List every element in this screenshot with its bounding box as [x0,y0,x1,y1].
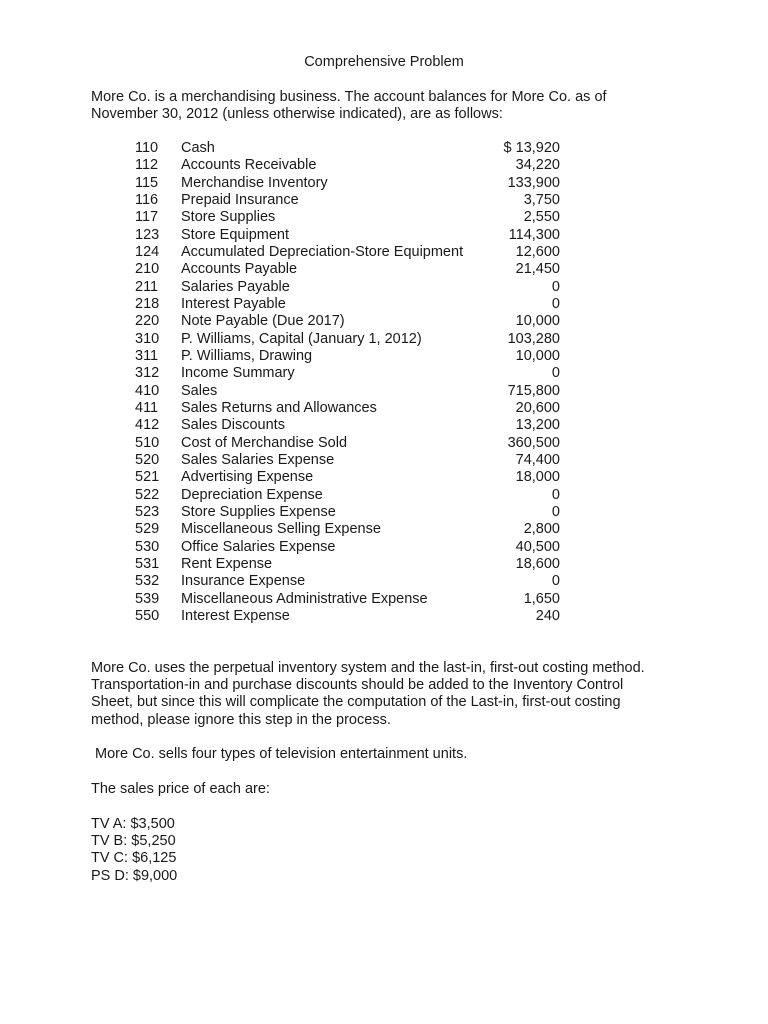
account-row [0,521,768,538]
account-row [0,435,768,452]
account-balance: 40,500 [515,538,560,555]
inventory-method-line: method, please ignore this step in the process. [91,711,391,728]
account-balance: 360,500 [507,434,560,451]
account-balance: 240 [535,607,560,624]
account-name: Depreciation Expense [181,486,323,503]
price-item: TV C: $6,125 [91,850,177,867]
account-name: Miscellaneous Selling Expense [181,521,381,538]
account-balance: 0 [551,278,560,295]
account-number: 116 [135,191,159,208]
account-balance: 10,000 [515,347,560,364]
account-balance: 2,800 [523,521,560,538]
account-balance: 0 [551,573,560,590]
account-balance: 715,800 [507,382,560,399]
account-row [0,296,768,313]
account-number: 522 [135,486,160,503]
account-name: Sales Discounts [181,417,285,434]
account-name: Advertising Expense [181,469,314,486]
account-number: 510 [135,434,160,451]
account-balance: 18,600 [515,555,560,572]
account-name: Miscellaneous Administrative Expense [181,590,428,607]
account-number: 529 [135,521,160,538]
account-balance: $ 13,920 [503,140,560,156]
account-balance: 13,200 [515,417,560,434]
account-balance: 34,220 [515,157,560,174]
account-balance: 18,000 [515,469,560,486]
account-balance: 20,600 [515,399,560,416]
account-number: 124 [135,243,160,260]
account-row [0,417,768,434]
account-name: Note Payable (Due 2017) [181,313,345,330]
account-balance: 74,400 [515,451,560,468]
account-name: Income Summary [181,365,295,382]
account-row [0,504,768,521]
account-balance: 133,900 [507,174,560,191]
account-name: Rent Expense [181,555,273,572]
sales-price-list [91,816,177,885]
account-name: Accounts Payable [181,261,298,278]
account-balance: 0 [551,486,560,503]
account-name: Interest Payable [181,295,286,312]
account-name: Insurance Expense [181,573,306,590]
price-item: PS D: $9,000 [91,867,178,884]
intro-paragraph [91,89,691,123]
account-name: Store Equipment [181,226,290,243]
account-number: 532 [135,573,160,590]
page-title: Comprehensive Problem [304,54,464,70]
account-row [0,140,768,157]
intro-line: November 30, 2012 (unless otherwise indicated), are as follows: [91,106,503,123]
account-balances-list [0,140,768,625]
account-name: Prepaid Insurance [181,191,299,208]
account-name: P. Williams, Capital (January 1, 2012) [181,330,422,347]
account-balance: 103,280 [507,330,560,347]
account-balance: 3,750 [523,191,560,208]
account-number: 411 [135,399,159,416]
intro-line: More Co. is a merchandising business. The account balances for More Co. as of [91,89,607,105]
account-name: Sales [181,382,218,399]
account-name: Interest Expense [181,607,290,624]
inventory-method-line: More Co. uses the perpetual inventory system and the last-in, first-out costing method. [91,660,645,676]
account-balance: 0 [551,365,560,382]
account-row [0,539,768,556]
account-row [0,313,768,330]
account-number: 117 [135,209,159,226]
account-number: 531 [135,555,160,572]
account-balance: 0 [551,503,560,520]
account-number: 530 [135,538,160,555]
account-number: 210 [135,261,160,278]
account-row [0,608,768,625]
inventory-method-paragraph [91,660,691,729]
account-balance: 21,450 [515,261,560,278]
account-row [0,279,768,296]
account-name: Cash [181,140,215,156]
account-name: Accumulated Depreciation-Store Equipment [181,243,464,260]
account-number: 523 [135,503,160,520]
sales-price-heading: The sales price of each are: [91,781,270,797]
account-number: 539 [135,590,160,607]
account-number: 312 [135,365,160,382]
account-row [0,157,768,174]
account-number: 115 [135,174,159,191]
account-row [0,591,768,608]
account-number: 311 [135,347,159,364]
inventory-method-line: Transportation-in and purchase discounts should be added to the Inventory Control [91,677,624,694]
account-number: 412 [135,417,160,434]
account-balance: 2,550 [523,209,560,226]
account-number: 521 [135,469,160,486]
account-number: 110 [135,140,159,156]
account-row [0,175,768,192]
account-name: P. Williams, Drawing [181,347,313,364]
account-number: 218 [135,295,160,312]
account-number: 112 [135,157,159,174]
account-row [0,573,768,590]
account-row [0,452,768,469]
account-name: Accounts Receivable [181,157,317,174]
account-balance: 1,650 [523,590,560,607]
account-row [0,227,768,244]
account-balance: 114,300 [508,226,560,243]
account-row [0,244,768,261]
account-number: 410 [135,382,160,399]
product-types-sentence: More Co. sells four types of television entertainment units. [95,746,468,762]
account-row [0,348,768,365]
account-number: 211 [135,278,159,295]
account-name: Sales Returns and Allowances [181,399,377,416]
account-name: Salaries Payable [181,278,290,295]
inventory-method-line: Sheet, but since this will complicate the computation of the Last-in, first-out costing [91,694,621,711]
price-item: TV B: $5,250 [91,833,176,850]
account-row [0,209,768,226]
account-name: Store Supplies Expense [181,503,336,520]
account-number: 520 [135,451,160,468]
account-row [0,261,768,278]
account-row [0,487,768,504]
account-name: Store Supplies [181,209,276,226]
account-row [0,331,768,348]
account-number: 550 [135,607,160,624]
account-balance: 10,000 [515,313,560,330]
account-name: Merchandise Inventory [181,174,328,191]
account-number: 220 [135,313,160,330]
account-number: 310 [135,330,160,347]
account-name: Cost of Merchandise Sold [181,434,348,451]
account-name: Sales Salaries Expense [181,451,335,468]
account-row [0,192,768,209]
account-row [0,400,768,417]
account-name: Office Salaries Expense [181,538,336,555]
account-number: 123 [135,226,160,243]
account-row [0,383,768,400]
account-row [0,556,768,573]
account-balance: 12,600 [515,243,560,260]
account-row [0,469,768,486]
account-balance: 0 [551,295,560,312]
price-item: TV A: $3,500 [91,816,175,832]
account-row [0,365,768,382]
